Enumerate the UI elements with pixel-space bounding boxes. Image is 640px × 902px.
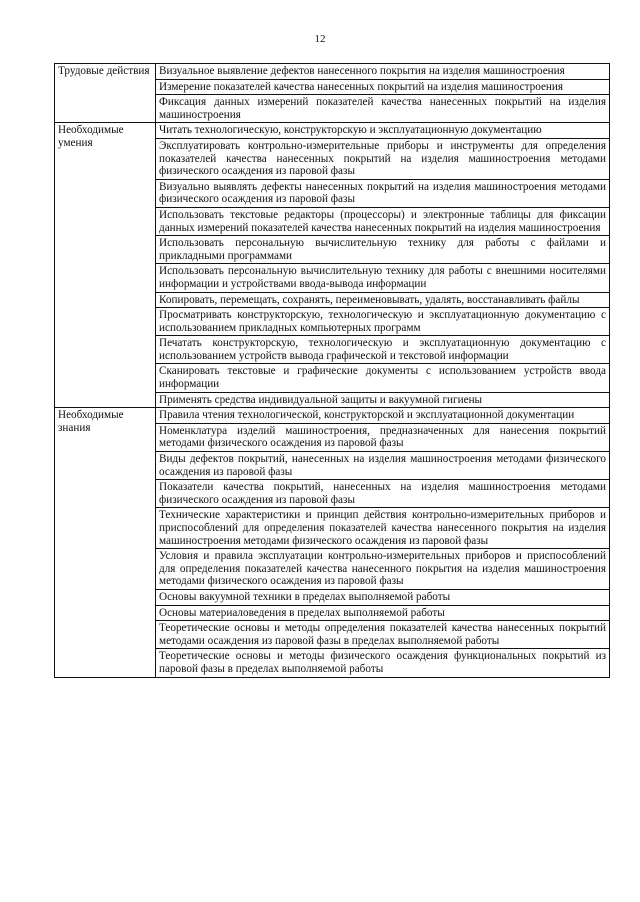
section-label: Трудовые действия bbox=[55, 64, 156, 123]
page-number: 12 bbox=[314, 33, 326, 45]
requirement-cell: Основы материаловедения в пределах выполняемой работы bbox=[156, 605, 610, 621]
requirement-cell: Использовать персональную вычислительную технику для работы с файлами и прикладными программами bbox=[156, 236, 610, 264]
table-row bbox=[55, 408, 610, 424]
requirement-cell: Визуальное выявление дефектов нанесенного покрытия на изделия машиностроения bbox=[156, 64, 610, 80]
requirement-cell: Основы вакуумной техники в пределах выполняемой работы bbox=[156, 589, 610, 605]
requirement-cell: Правила чтения технологической, конструкторской и эксплуатационной документации bbox=[156, 408, 610, 424]
table-row bbox=[55, 64, 610, 80]
section-label: Необходимые знания bbox=[55, 408, 156, 677]
requirement-cell: Просматривать конструкторскую, технологическую и эксплуатационную документацию с использованием прикладных компьютерных программ bbox=[156, 308, 610, 336]
competency-table bbox=[54, 63, 610, 678]
requirement-cell: Использовать персональную вычислительную технику для работы с внешними носителями информации и устройствами ввода-вывода информации bbox=[156, 264, 610, 292]
requirement-cell: Номенклатура изделий машиностроения, предназначенных для нанесения покрытий методами физического осаждения из паровой фазы bbox=[156, 423, 610, 451]
requirement-cell: Фиксация данных измерений показателей качества нанесенных покрытий на изделия машиностроения bbox=[156, 95, 610, 123]
requirement-cell: Теоретические основы и методы физического осаждения функциональных покрытий из паровой фазы в пределах выполняемой работы bbox=[156, 649, 610, 677]
requirement-cell: Копировать, перемещать, сохранять, переименовывать, удалять, восстанавливать файлы bbox=[156, 292, 610, 308]
requirement-cell: Использовать текстовые редакторы (процессоры) и электронные таблицы для фиксации данных измерений показателей качества нанесенных покрытий на изделия машиностроения bbox=[156, 207, 610, 235]
requirement-cell: Теоретические основы и методы определения показателей качества нанесенных покрытий методами осаждения из паровой фазы в пределах выполняемой работы bbox=[156, 621, 610, 649]
requirement-cell: Технические характеристики и принцип действия контрольно-измерительных приборов и приспособлений для определения показателей качества нанесенного покрытия на изделия машиностроения методами физического осаждения из паровой фазы bbox=[156, 508, 610, 549]
requirement-cell: Виды дефектов покрытий, нанесенных на изделия машиностроения методами физического осаждения из паровой фазы bbox=[156, 452, 610, 480]
requirement-cell: Читать технологическую, конструкторскую и эксплуатационную документацию bbox=[156, 123, 610, 139]
requirement-cell: Применять средства индивидуальной защиты и вакуумной гигиены bbox=[156, 392, 610, 408]
requirement-cell: Эксплуатировать контрольно-измерительные приборы и инструменты для определения показателей качества нанесенных покрытий на изделия машиностроения методами физического осаждения из паровой фазы bbox=[156, 138, 610, 179]
competency-table-body bbox=[55, 64, 610, 678]
section-label: Необходимые умения bbox=[55, 123, 156, 408]
requirement-cell: Измерение показателей качества нанесенных покрытий на изделия машиностроения bbox=[156, 79, 610, 95]
requirement-cell: Условия и правила эксплуатации контрольно-измерительных приборов и приспособлений для определения показателей качества нанесенного покрытия на изделия машиностроения методами физического осаждения из паровой фазы bbox=[156, 549, 610, 590]
table-row bbox=[55, 123, 610, 139]
requirement-cell: Сканировать текстовые и графические документы с использованием устройств ввода информации bbox=[156, 364, 610, 392]
requirement-cell: Визуально выявлять дефекты нанесенных покрытий на изделия машиностроения методами физического осаждения из паровой фазы bbox=[156, 179, 610, 207]
requirement-cell: Показатели качества покрытий, нанесенных на изделия машиностроения методами физического осаждения из паровой фазы bbox=[156, 480, 610, 508]
requirement-cell: Печатать конструкторскую, технологическую и эксплуатационную документацию с использованием устройств вывода графической и текстовой информации bbox=[156, 336, 610, 364]
